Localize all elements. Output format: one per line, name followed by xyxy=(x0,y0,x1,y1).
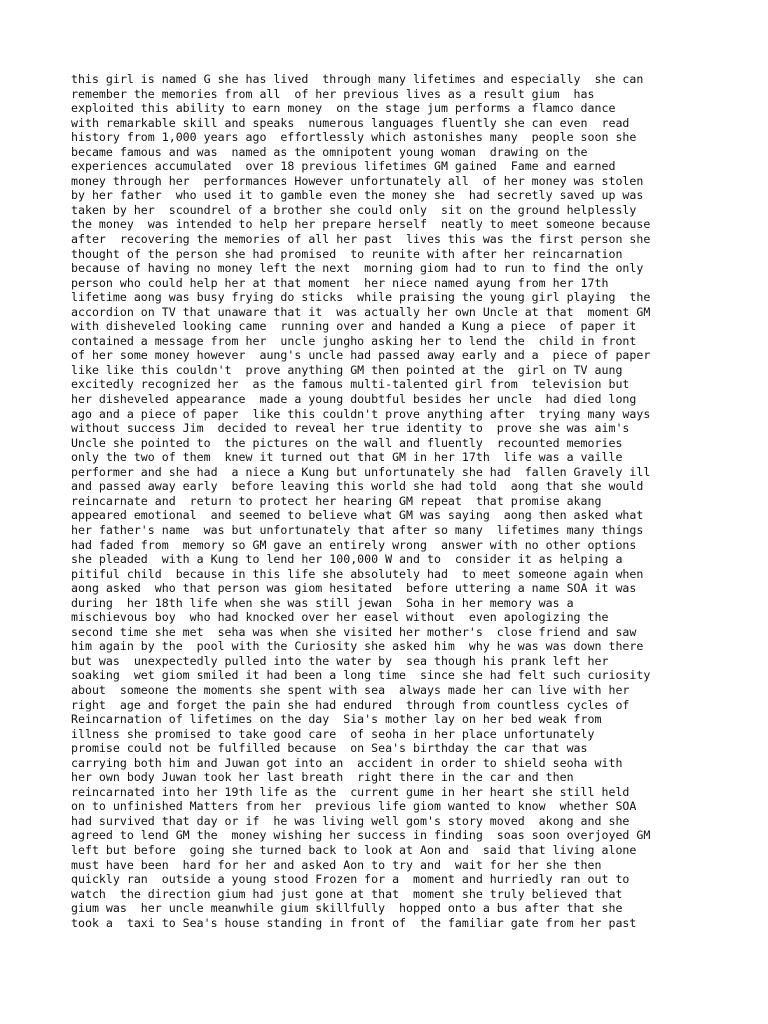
text-line: person who could help her at that moment her niece named ayung from her 17th xyxy=(71,275,609,290)
text-line: during her 18th life when she was still jewan Soha in her memory was a xyxy=(71,595,574,610)
text-line: contained a message from her uncle jungho asking her to lend the child in front xyxy=(71,333,637,348)
text-line: quickly ran outside a young stood Frozen for a moment and hurriedly ran out to xyxy=(71,872,630,887)
text-line: remember the memories from all of her previous lives as a result gium has xyxy=(71,86,595,101)
text-line: performer and she had a niece a Kung but unfortunately she had fallen Gravely ill xyxy=(71,464,651,479)
text-line: right age and forget the pain she had endured through from countless cycles of xyxy=(71,697,630,712)
text-line: by her father who used it to gamble even the money she had secretly saved up was xyxy=(71,188,644,203)
text-line: history from 1,000 years ago effortlessly which astonishes many people soon she xyxy=(71,130,637,145)
text-line: thought of the person she had promised to reunite with after her reincarnation xyxy=(71,246,623,261)
text-line: with remarkable skill and speaks numerous languages fluently she can even read xyxy=(71,115,630,130)
text-line: accordion on TV that unaware that it was actually her own Uncle at that moment GM xyxy=(71,304,651,319)
text-line: pitiful child because in this life she absolutely had to meet someone again when xyxy=(71,566,644,581)
text-line: about someone the moments she spent with sea always made her can live with her xyxy=(71,682,630,697)
text-line: aong asked who that person was giom hesitated before uttering a name SOA it was xyxy=(71,581,637,596)
text-line: him again by the pool with the Curiosity she asked him why he was was down there xyxy=(71,639,644,654)
text-line: the money was intended to help her prepare herself neatly to meet someone because xyxy=(71,217,651,232)
text-line: reincarnate and return to protect her hearing GM repeat that promise akang xyxy=(71,493,602,508)
text-line: because of having no money left the next morning giom had to run to find the only xyxy=(71,261,644,276)
text-line: money through her performances However unfortunately all of her money was stolen xyxy=(71,173,644,188)
text-line: had faded from memory so GM gave an entirely wrong answer with no other options xyxy=(71,537,637,552)
text-line: mischievous boy who had knocked over her easel without even apologizing the xyxy=(71,610,609,625)
text-line: illness she promised to take good care of seoha in her place unfortunately xyxy=(71,726,595,741)
text-line: without success Jim decided to reveal her true identity to prove she was aim's xyxy=(71,421,630,436)
text-line: she pleaded with a Kung to lend her 100,000 W and to consider it as helping a xyxy=(71,552,623,567)
text-line: left but before going she turned back to look at Aon and said that living alone xyxy=(71,842,637,857)
text-line: must have been hard for her and asked Aon to try and wait for her she then xyxy=(71,857,602,872)
text-line: this girl is named G she has lived through many lifetimes and especially she can xyxy=(71,72,644,86)
text-line: taken by her scoundrel of a brother she could only sit on the ground helplessly xyxy=(71,202,637,217)
text-line: lifetime aong was busy frying do sticks while praising the young girl playing the xyxy=(71,290,651,305)
text-line: Reincarnation of lifetimes on the day Sia's mother lay on her bed weak from xyxy=(71,712,602,727)
text-line: excitedly recognized her as the famous multi-talented girl from television but xyxy=(71,377,630,392)
text-line: her disheveled appearance made a young doubtful besides her uncle had died long xyxy=(71,392,637,407)
text-line: second time she met seha was when she visited her mother's close friend and saw xyxy=(71,624,637,639)
text-line: after recovering the memories of all her past lives this was the first person she xyxy=(71,232,651,247)
text-line: gium was her uncle meanwhile gium skillfully hopped onto a bus after that she xyxy=(71,901,623,916)
text-line: took a taxi to Sea's house standing in front of the familiar gate from her past xyxy=(71,915,637,930)
text-line: reincarnated into her 19th life as the current gume in her heart she still held xyxy=(71,784,630,799)
text-line: watch the direction gium had just gone at that moment she truly believed that xyxy=(71,886,623,901)
text-line: appeared emotional and seemed to believe what GM was saying aong then asked what xyxy=(71,508,644,523)
text-line: but was unexpectedly pulled into the water by sea though his prank left her xyxy=(71,653,609,668)
text-line: ago and a piece of paper like this couldn't prove anything after trying many ways xyxy=(71,406,651,421)
text-line: and passed away early before leaving this world she had told aong that she would xyxy=(71,479,644,494)
text-line: like like this couldn't prove anything GM then pointed at the girl on TV aung xyxy=(71,362,623,377)
text-line: with disheveled looking came running over and handed a Kung a piece of paper it xyxy=(71,319,637,334)
text-line: agreed to lend GM the money wishing her success in finding soas soon overjoyed GM xyxy=(71,828,651,843)
body-text xyxy=(71,72,761,930)
text-line: promise could not be fulfilled because on Sea's birthday the car that was xyxy=(71,741,588,756)
text-line: had survived that day or if he was living well gom's story moved akong and she xyxy=(71,813,630,828)
text-line: exploited this ability to earn money on the stage jum performs a flamco dance xyxy=(71,101,616,116)
text-line: her father's name was but unfortunately that after so many lifetimes many things xyxy=(71,522,644,537)
text-line: Uncle she pointed to the pictures on the wall and fluently recounted memories xyxy=(71,435,623,450)
text-line: experiences accumulated over 18 previous lifetimes GM gained Fame and earned xyxy=(71,159,616,174)
text-line: of her some money however aung's uncle had passed away early and a piece of paper xyxy=(71,348,651,363)
text-line: became famous and was named as the omnipotent young woman drawing on the xyxy=(71,144,588,159)
text-line: soaking wet giom smiled it had been a long time since she had felt such curiosity xyxy=(71,668,651,683)
text-line: only the two of them knew it turned out that GM in her 17th life was a vaille xyxy=(71,450,623,465)
text-line: her own body Juwan took her last breath right there in the car and then xyxy=(71,770,574,785)
text-line: on to unfinished Matters from her previous life giom wanted to know whether SOA xyxy=(71,799,637,814)
text-line: carrying both him and Juwan got into an accident in order to shield seoha with xyxy=(71,755,623,770)
